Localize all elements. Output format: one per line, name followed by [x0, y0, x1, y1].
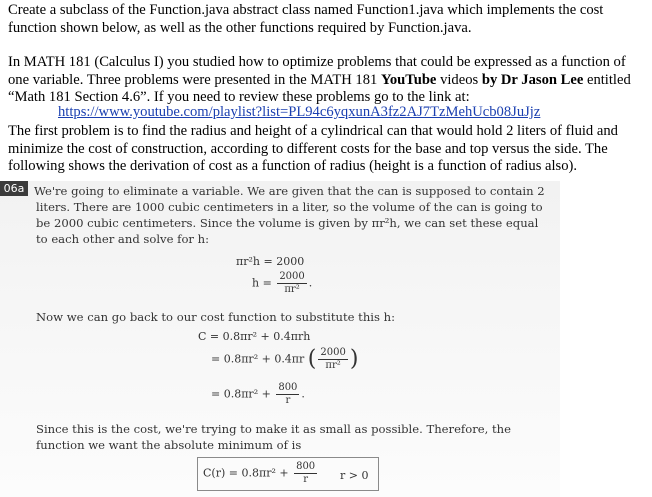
derivation-text-1: We're going to eliminate a variable. We are given that the can is supposed to contain 2 liters. There are 1000 cubic centimeters in a liter, so the volume of the can is going to be 2000 cubic centimeters. Since the volume is given by πr²h, we can set these equal to each other and solve for h:	[34, 184, 545, 246]
volume-equation: πr²h = 2000	[236, 255, 305, 268]
final-function-box	[197, 457, 379, 491]
final-fraction	[294, 461, 317, 486]
height-fraction	[277, 271, 306, 296]
final-function	[203, 461, 319, 486]
height-equation: h = $\frac{2000}{\text{πr²}}$ .	[252, 271, 313, 295]
panel-tag: 06a	[0, 181, 28, 196]
course-paragraph	[8, 54, 644, 107]
cost-sub-pre: = 0.8πr² + 0.4πr	[211, 352, 305, 366]
cost-equation: C = 0.8πr² + 0.4πrh	[198, 330, 311, 343]
derivation-text-2: Now we can go back to our cost function to substitute this h:	[36, 310, 396, 324]
course-text-2: videos	[436, 71, 482, 88]
cost-sub-numerator: 2000	[320, 347, 346, 358]
derivation-image	[0, 181, 560, 497]
course-text-1: In MATH 181 (Calculus I) you studied how to optimize problems that could be expressed as a function of one variable. Three problems were presented in the MATH 181	[8, 54, 626, 88]
cost-sub-fraction	[318, 347, 347, 372]
cost-simp-fraction	[276, 382, 299, 407]
problem-paragraph: The first problem is to find the radius and height of a cylindrical can that would hold 2 liters of fluid and minimize the cost of construction, according to different costs for the base and top versus the side. The following shows the derivation of cost as a function of radius (height is a function of radius also).	[8, 123, 618, 175]
author-label: by Dr Jason Lee	[481, 71, 584, 88]
final-denominator: r	[303, 474, 309, 485]
intro-paragraph: Create a subclass of the Function.java abstract class named Function1.java which implements the cost function shown below, as well as the other functions required by Function.java.	[8, 2, 604, 36]
final-numerator: 800	[296, 461, 316, 472]
height-denominator: πr²	[284, 284, 300, 295]
cost-simplified: = 0.8πr² + $\frac{800}{r}$ .	[211, 382, 305, 406]
cost-sub-denominator: πr²	[325, 360, 341, 371]
domain-condition: r > 0	[340, 469, 369, 482]
derivation-text-3: Since this is the cost, we're trying to make it as small as possible. Therefore, the function we want the absolute minimum of is	[36, 422, 511, 452]
cost-simp-denominator: r	[285, 395, 291, 406]
youtube-label: YouTube	[380, 71, 437, 88]
height-numerator: 2000	[279, 271, 305, 282]
height-lhs: h =	[252, 276, 272, 290]
final-function-pre: C(r) = 0.8πr² +	[203, 466, 289, 480]
cost-substitution: = 0.8πr² + 0.4πr ( $\frac{2000}{\text{πr²}}$ )	[211, 346, 359, 372]
playlist-link[interactable]: https://www.youtube.com/playlist?list=PL94c6yqxunA3fz2AJ7TzMehUcb08JuJjz	[58, 104, 541, 120]
course-text-3: entitled “Math 181 Section 4.6”. If you need to review these problems go to the link at:	[8, 71, 631, 106]
cost-simp-pre: = 0.8πr² +	[211, 387, 271, 401]
cost-simp-numerator: 800	[278, 382, 298, 393]
